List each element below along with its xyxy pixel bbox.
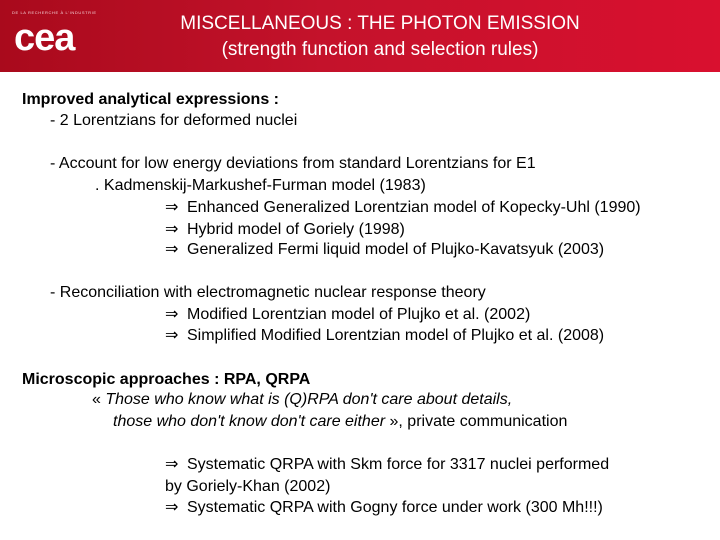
slide-title bbox=[120, 11, 640, 63]
quote-open: « bbox=[92, 391, 106, 408]
qrpa-skm-continuation: by Goriely-Khan (2002) bbox=[165, 478, 331, 495]
quote-line-2 bbox=[113, 412, 567, 432]
analytical-heading: Improved analytical expressions : bbox=[22, 91, 279, 108]
implies-arrow-icon: ⇒ bbox=[165, 456, 179, 473]
microscopic-heading: Microscopic approaches : RPA, QRPA bbox=[22, 371, 311, 388]
implies-arrow-icon: ⇒ bbox=[165, 499, 179, 516]
mlo-model-line bbox=[165, 305, 530, 325]
implies-arrow-icon: ⇒ bbox=[165, 241, 179, 258]
title-line-2: (strength function and selection rules) bbox=[221, 39, 539, 60]
kmf-model: . Kadmenskij-Markushef-Furman model (1983) bbox=[95, 177, 426, 194]
qrpa-skm: Systematic QRPA with Skm force for 3317 nuclei performed bbox=[187, 456, 610, 473]
title-banner bbox=[0, 0, 720, 72]
quote-line-1 bbox=[92, 390, 512, 410]
qrpa-skm-line bbox=[165, 455, 609, 475]
implies-arrow-icon: ⇒ bbox=[165, 327, 179, 344]
egl-model: Enhanced Generalized Lorentzian model of Kopecky-Uhl (1990) bbox=[187, 199, 641, 216]
logo-tagline: DE LA RECHERCHE À L'INDUSTRIE bbox=[12, 10, 97, 15]
mlo-model: Modified Lorentzian model of Plujko et al. (2002) bbox=[187, 306, 531, 323]
implies-arrow-icon: ⇒ bbox=[165, 199, 179, 216]
egl-model-line bbox=[165, 198, 641, 218]
qrpa-gogny: Systematic QRPA with Gogny force under work (300 Mh!!!) bbox=[187, 499, 603, 516]
logo-wordmark: cea bbox=[14, 17, 75, 59]
gfl-model: Generalized Fermi liquid model of Plujko-Kavatsyuk (2003) bbox=[187, 241, 605, 258]
lorentzians-item: - 2 Lorentzians for deformed nuclei bbox=[50, 112, 298, 129]
quote-close: », private communication bbox=[385, 413, 568, 430]
quote-text-2: those who don't know don't care either bbox=[113, 413, 386, 430]
smlo-model-line bbox=[165, 326, 604, 346]
implies-arrow-icon: ⇒ bbox=[165, 221, 179, 238]
gfl-model-line bbox=[165, 240, 604, 260]
hybrid-model-line bbox=[165, 220, 405, 240]
low-energy-item: - Account for low energy deviations from standard Lorentzians for E1 bbox=[50, 155, 536, 172]
reconciliation-item: - Reconciliation with electromagnetic nuclear response theory bbox=[50, 284, 486, 301]
hybrid-model: Hybrid model of Goriely (1998) bbox=[187, 221, 405, 238]
qrpa-gogny-line bbox=[165, 498, 603, 518]
smlo-model: Simplified Modified Lorentzian model of Plujko et al. (2008) bbox=[187, 327, 605, 344]
implies-arrow-icon: ⇒ bbox=[165, 306, 179, 323]
cea-logo bbox=[10, 8, 120, 64]
title-line-1: MISCELLANEOUS : THE PHOTON EMISSION bbox=[180, 13, 580, 34]
quote-text-1: Those who know what is (Q)RPA don't care about details, bbox=[105, 391, 513, 408]
